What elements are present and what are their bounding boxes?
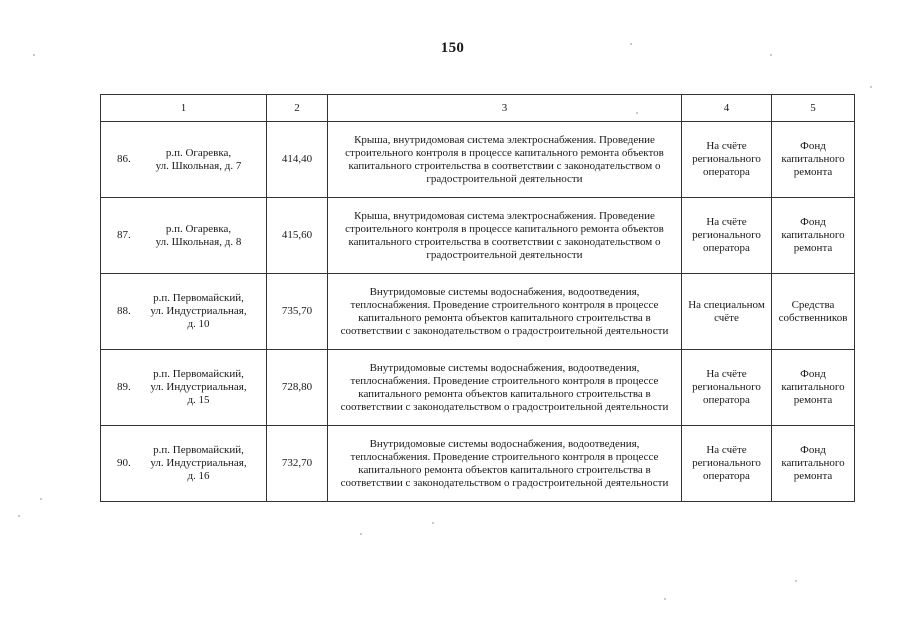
funding-source-cell: Средства собственников <box>772 274 855 350</box>
account-cell: На счёте регионального оператора <box>682 198 772 274</box>
scan-speck <box>664 598 666 600</box>
funding-source-cell: Фонд капитального ремонта <box>772 198 855 274</box>
account-cell: На счёте регионального оператора <box>682 350 772 426</box>
page-number: 150 <box>440 40 465 56</box>
row-number: 89. <box>117 381 131 393</box>
address-line: ул. Индустриальная, <box>150 381 247 393</box>
work-description-cell: Внутридомовые системы водоснабжения, водоотведения, теплоснабжения. Проведение строительного контроля в процессе капитального ремонта объектов капитального строительства в соответствии с законодательством о градостроительной деятельности <box>328 426 682 502</box>
area-cell: 728,80 <box>267 350 328 426</box>
header-col-5: 5 <box>772 95 855 122</box>
table-body <box>101 122 855 502</box>
funding-source-cell: Фонд капитального ремонта <box>772 350 855 426</box>
address-text <box>143 147 262 173</box>
area-cell: 415,60 <box>267 198 328 274</box>
address-line: р.п. Огаревка, <box>165 146 232 159</box>
scan-speck <box>870 86 872 88</box>
address-cell <box>101 426 267 502</box>
row-number: 88. <box>117 305 131 317</box>
scan-speck <box>18 515 20 517</box>
table-row <box>101 122 855 198</box>
header-col-4: 4 <box>682 95 772 122</box>
header-col-1: 1 <box>101 95 267 122</box>
address-wrap <box>105 444 262 483</box>
address-wrap <box>105 223 262 249</box>
address-line: ул. Школьная, д. 8 <box>155 235 242 248</box>
address-wrap <box>105 147 262 173</box>
address-text <box>143 292 262 331</box>
area-cell: 735,70 <box>267 274 328 350</box>
header-row <box>101 95 855 122</box>
address-cell <box>101 122 267 198</box>
address-line: р.п. Первомайский, <box>153 368 244 380</box>
scan-speck <box>795 580 797 582</box>
address-text <box>143 223 262 249</box>
table-row <box>101 350 855 426</box>
scan-speck <box>33 54 35 56</box>
funding-source-cell: Фонд капитального ремонта <box>772 426 855 502</box>
table-row <box>101 426 855 502</box>
address-line: ул. Индустриальная, <box>150 305 247 317</box>
address-text <box>143 368 262 407</box>
area-cell: 414,40 <box>267 122 328 198</box>
work-description-cell: Внутридомовые системы водоснабжения, водоотведения, теплоснабжения. Проведение строительного контроля в процессе капитального ремонта объектов капитального строительства в соответствии с законодательством о градостроительной деятельности <box>328 350 682 426</box>
header-col-3: 3 <box>328 95 682 122</box>
repair-table <box>100 94 855 502</box>
address-wrap <box>105 368 262 407</box>
work-description-cell: Крыша, внутридомовая система электроснабжения. Проведение строительного контроля в процессе капитального ремонта объектов капитального строительства в соответствии с законодательством о градостроительной деятельности <box>328 122 682 198</box>
address-cell <box>101 274 267 350</box>
area-cell: 732,70 <box>267 426 328 502</box>
scan-speck <box>360 533 362 535</box>
address-line: д. 16 <box>187 470 210 482</box>
address-line: р.п. Первомайский, <box>153 444 244 456</box>
address-line: д. 15 <box>187 394 210 406</box>
row-number: 90. <box>117 457 131 469</box>
table-row <box>101 198 855 274</box>
row-number: 86. <box>117 153 131 165</box>
table-row <box>101 274 855 350</box>
address-line: ул. Индустриальная, <box>150 457 247 469</box>
address-cell <box>101 198 267 274</box>
address-line: д. 10 <box>187 318 210 330</box>
account-cell: На специальном счёте <box>682 274 772 350</box>
address-line: р.п. Огаревка, <box>165 222 232 235</box>
scan-speck <box>432 522 434 524</box>
address-cell <box>101 350 267 426</box>
row-number: 87. <box>117 229 131 241</box>
funding-source-cell: Фонд капитального ремонта <box>772 122 855 198</box>
scan-speck <box>630 43 632 45</box>
address-line: ул. Школьная, д. 7 <box>155 159 242 172</box>
address-text <box>143 444 262 483</box>
work-description-cell: Внутридомовые системы водоснабжения, водоотведения, теплоснабжения. Проведение строительного контроля в процессе капитального ремонта объектов капитального строительства в соответствии с законодательством о градостроительной деятельности <box>328 274 682 350</box>
scan-speck <box>40 498 42 500</box>
scan-speck <box>770 54 772 56</box>
scan-speck <box>636 112 638 114</box>
work-description-cell: Крыша, внутридомовая система электроснабжения. Проведение строительного контроля в процессе капитального ремонта объектов капитального строительства в соответствии с законодательством о градостроительной деятельности <box>328 198 682 274</box>
address-wrap <box>105 292 262 331</box>
account-cell: На счёте регионального оператора <box>682 122 772 198</box>
account-cell: На счёте регионального оператора <box>682 426 772 502</box>
address-line: р.п. Первомайский, <box>153 292 244 304</box>
header-col-2: 2 <box>267 95 328 122</box>
table-header <box>101 95 855 122</box>
